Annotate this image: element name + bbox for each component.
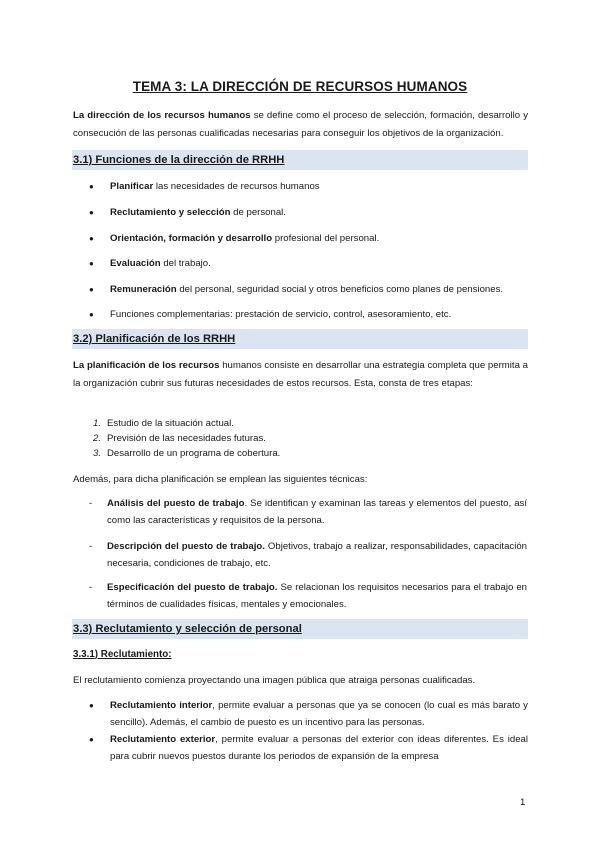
bullet-icon: ● <box>89 208 94 217</box>
planning-paragraph: La planificación de los recursos humanos consiste en desarrollar una estrategia completa que permita a la organización cubrir sus futuras necesidades de estos recursos. Esta, consta de tres etapas: <box>73 360 528 389</box>
intro-paragraph: La dirección de los recursos humanos se define como el proceso de selección, formación, desarrollo y consecución de las personas cualificadas necesarias para conseguir los objetivos de la organización. <box>73 110 528 139</box>
techniques-intro: Además, para dicha planificación se emplean las siguientes técnicas: <box>73 474 368 485</box>
bullet-icon: ● <box>89 234 94 243</box>
bullet-icon: ● <box>89 259 94 268</box>
bullet-icon: ● <box>89 735 94 744</box>
bullet-icon: ● <box>89 182 94 191</box>
section-heading-3-2: 3.2) Planificación de los RRHH <box>72 329 528 349</box>
dash-marker: - <box>89 498 93 509</box>
dash-marker: - <box>89 541 93 552</box>
section-heading-3-1: 3.1) Funciones de la dirección de RRHH <box>72 150 528 170</box>
dash-marker: - <box>89 582 93 593</box>
page-number: 1 <box>520 797 526 808</box>
page-title: TEMA 3: LA DIRECCIÓN DE RECURSOS HUMANOS <box>132 79 468 94</box>
section-heading-3-3: 3.3) Reclutamiento y selección de personal <box>72 619 528 639</box>
bullet-icon: ● <box>89 285 94 294</box>
document-page: TEMA 3: LA DIRECCIÓN DE RECURSOS HUMANOS La dirección de los recursos humanos se define como el proceso de selección, formación, desarrollo y consecución de las personas cualificadas necesarias para conseguir los objetivos de la organización. 3.1) Funciones de la dirección de RRHH ● Planificar las necesidades de recursos humanos ● Reclutamiento y selección de personal. ● Orientación, formación y desarrollo profesional del personal. ● Evaluación del trabajo. ● Remuneración del personal, seguridad social y otros beneficios como planes de pensiones. ● Funciones complementarias: prestación de servicio, control, asesoramiento, etc. 3.2) Planificación de los RRHH La planificación de los recursos humanos consiste en desarrollar una estrategia completa que permita a la organización cubrir sus futuras necesidades de estos recursos. Esta, consta de tres etapas: 1. Estudio de la situación actual. 2. Previsión de las necesidades futuras. 3. Desarrollo de un programa de cobertura. Además, para dicha planificación se emplean las siguientes técnicas: - Análisis del puesto de trabajo. Se identifican y examinan las tareas y elementos del puesto, así como las características y requisitos de la persona. - Descripción del puesto de trabajo. Objetivos, trabajo a realizar, responsabilidades, capacitación necesaria, condiciones de trabajo, etc. - Especificación del puesto de trabajo. Se relacionan los requisitos necesarios para el trabajo en términos de cualidades físicas, mentales y emocionales. 3.3) Reclutamiento y selección de personal 3.3.1) Reclutamiento: El reclutamiento comienza proyectando una imagen pública que atraiga personas cualificadas. ● Reclutamiento interior, permite evaluar a personas que ya se conocen (lo cual es más barato y sencillo). Además, el cambio de puesto es un incentivo para las personas. ● Reclutamiento exterior, permite evaluar a personas del exterior con ideas diferentes. Es ideal para cubrir nuevos puestos durante los periodos de expansión de la empresa 1 <box>0 0 600 848</box>
recruitment-paragraph: El reclutamiento comienza proyectando una imagen pública que atraiga personas cualificadas. <box>73 675 476 686</box>
bullet-icon: ● <box>89 310 94 319</box>
bullet-icon: ● <box>89 701 94 710</box>
subsection-heading-3-3-1: 3.3.1) Reclutamiento: <box>73 649 172 660</box>
